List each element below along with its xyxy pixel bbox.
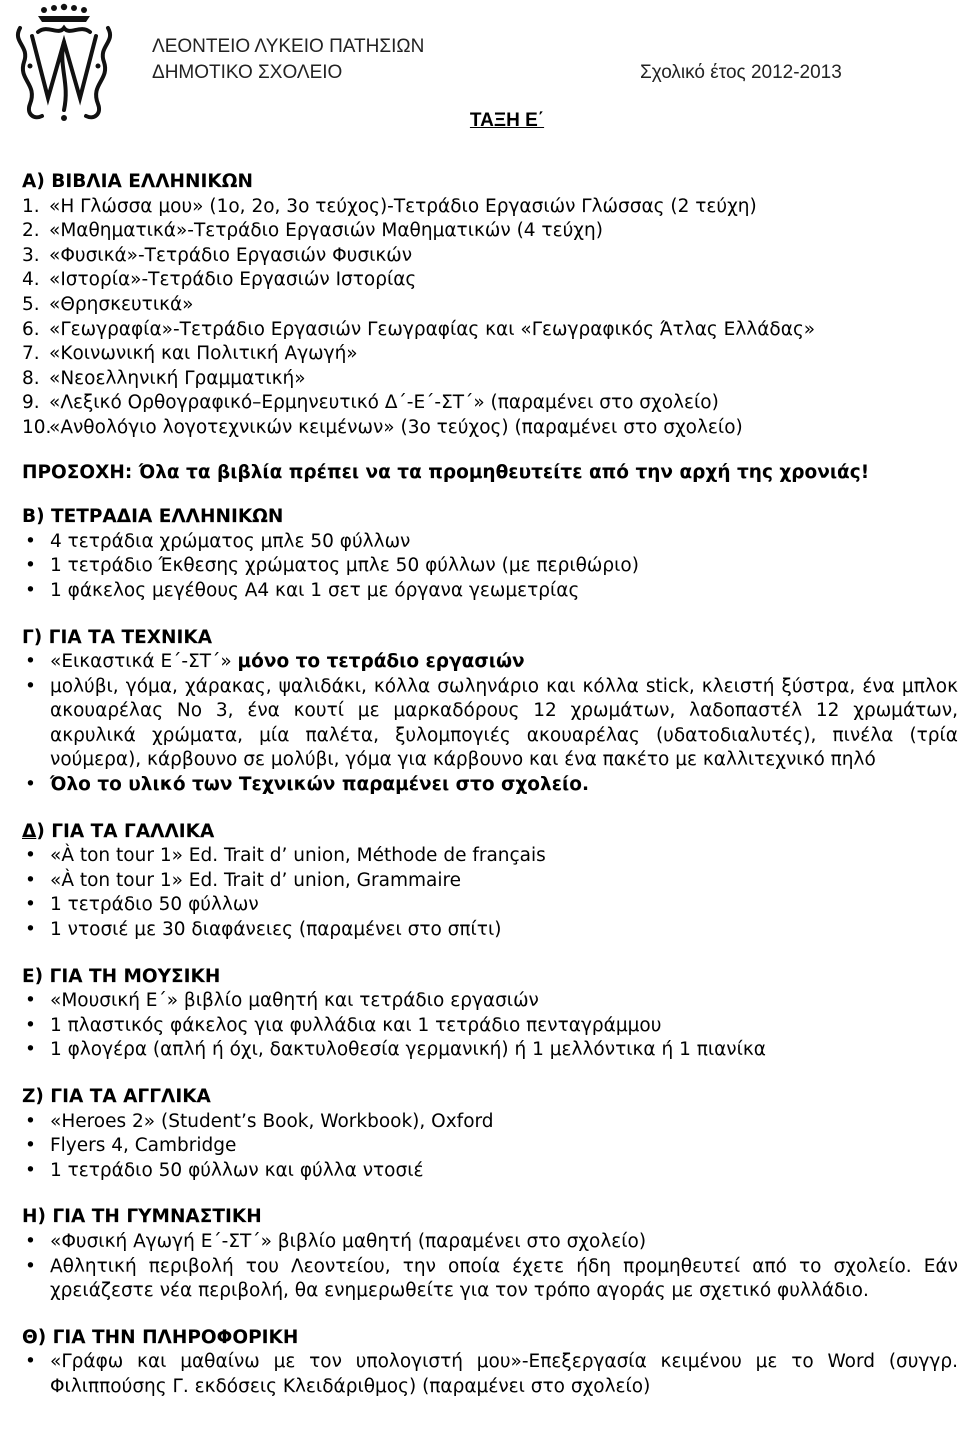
section-h-list bbox=[22, 1230, 958, 1304]
item-emphasis: Όλο το υλικό των Τεχνικών παραμένει στο σχολείο. bbox=[50, 774, 589, 796]
list-item: • «À ton tour 1» Ed. Trait d’ union, Grammaire bbox=[50, 869, 958, 894]
item-text: «Νεοελληνική Γραμματική» bbox=[49, 367, 306, 389]
item-number: 2. bbox=[22, 220, 40, 242]
item-number: 4. bbox=[22, 269, 40, 291]
books-notice: ΠΡΟΣΟΧΗ: Όλα τα βιβλία πρέπει να τα προμηθευτείτε από την αρχή της χρονιάς! bbox=[22, 461, 870, 483]
section-a-heading: Α) ΒΙΒΛΙΑ ΕΛΛΗΝΙΚΩΝ bbox=[22, 171, 253, 192]
list-item bbox=[22, 318, 958, 343]
section-b-list bbox=[22, 530, 958, 604]
heading-text: ) ΓΙΑ ΤΑ ΓΑΛΛΙΚΑ bbox=[36, 820, 215, 842]
item-number: 8. bbox=[22, 367, 40, 389]
item-number: 7. bbox=[22, 343, 40, 365]
list-item: • 4 τετράδια χρώματος μπλε 50 φύλλων bbox=[50, 530, 958, 555]
list-item bbox=[22, 416, 958, 441]
item-number: 5. bbox=[22, 293, 40, 315]
section-b-heading: Β) ΤΕΤΡΑΔΙΑ ΕΛΛΗΝΙΚΩΝ bbox=[22, 506, 284, 528]
list-item: • μολύβι, γόμα, χάρακας, ψαλιδάκι, κόλλα σωληνάριο και κόλλα stick, κλειστή ξύστρα, ένα μπλοκ ακουαρέλας Νο 3, ένα κουτί με μαρκαδόρους 12 χρωμάτων, λαδοπαστέλ 12 χρωμάτων, ακρυλικά χρώματα, μία παλέτα, ξυλομπογιές ακουαρέλας (υδατοδιαλυτές), πινέλα (τρία νούμερα), κάρβουνο σε μολύβι, γόμα για κάρβουνο και ένα πακέτο με καλλιτεχνικό πηλό bbox=[50, 675, 958, 773]
item-text: «Μαθηματικά»-Τετράδιο Εργασιών Μαθηματικών (4 τεύχη) bbox=[49, 220, 603, 242]
section-h-heading: Η) ΓΙΑ ΤΗ ΓΥΜΝΑΣΤΙΚΗ bbox=[22, 1206, 262, 1228]
item-emphasis: μόνο το τετράδιο εργασιών bbox=[237, 651, 525, 673]
list-item: • Flyers 4, Cambridge bbox=[50, 1134, 958, 1159]
list-item bbox=[22, 342, 958, 367]
item-text: «Κοινωνική και Πολιτική Αγωγή» bbox=[49, 343, 358, 365]
item-text: «Ανθολόγιο λογοτεχνικών κειμένων» (3ο τεύχος) (παραμένει στο σχολείο) bbox=[49, 416, 743, 438]
item-number: 10. bbox=[22, 416, 52, 438]
item-text: «Ιστορία»-Τετράδιο Εργασιών Ιστορίας bbox=[49, 269, 417, 291]
list-item: • «Γράφω και μαθαίνω με τον υπολογιστή μου»-Επεξεργασία κειμένου με το Word (συγγρ. Φιλιππούσης Γ. εκδόσεις Κλειδάριθμος) (παραμένει στο σχολείο) bbox=[50, 1350, 958, 1399]
list-item bbox=[50, 773, 958, 798]
list-item bbox=[22, 219, 958, 244]
section-th-list bbox=[22, 1350, 958, 1399]
list-item: • 1 τετράδιο 50 φύλλων και φύλλα ντοσιέ bbox=[50, 1159, 958, 1184]
list-item: • 1 τετράδιο 50 φύλλων bbox=[50, 893, 958, 918]
list-item: • 1 ντοσιέ με 30 διαφάνειες (παραμένει στο σπίτι) bbox=[50, 918, 958, 943]
item-number: 3. bbox=[22, 244, 40, 266]
list-item bbox=[22, 244, 958, 269]
item-text: «Φυσικά»-Τετράδιο Εργασιών Φυσικών bbox=[49, 244, 413, 266]
list-item: • 1 φλογέρα (απλή ή όχι, δακτυλοθεσία γερμανική) ή 1 μελλόντικα ή 1 πιανίκα bbox=[50, 1038, 958, 1063]
school-name: ΛΕΟΝΤΕΙΟ ΛΥΚΕΙΟ ΠΑΤΗΣΙΩΝ bbox=[152, 36, 425, 57]
list-item: • «Μουσική Ε΄» βιβλίο μαθητή και τετράδιο εργασιών bbox=[50, 989, 958, 1014]
item-text: «Λεξικό Ορθογραφικό–Ερμηνευτικό Δ΄-Ε΄-ΣΤ΄» (παραμένει στο σχολείο) bbox=[49, 392, 719, 414]
section-c-heading: Γ) ΓΙΑ ΤΑ ΤΕΧΝΙΚΑ bbox=[22, 626, 213, 648]
class-title-row bbox=[0, 110, 960, 132]
school-year: Σχολικό έτος 2012-2013 bbox=[640, 62, 842, 83]
item-text: «Θρησκευτικά» bbox=[49, 293, 194, 315]
section-z-heading: Ζ) ΓΙΑ ΤΑ ΑΓΓΛΙΚΑ bbox=[22, 1086, 211, 1107]
supply-list bbox=[22, 170, 958, 1400]
list-item bbox=[22, 391, 958, 416]
section-a-list bbox=[22, 195, 958, 441]
list-item: • 1 πλαστικός φάκελος για φυλλάδια και 1 τετράδιο πενταγράμμου bbox=[50, 1014, 958, 1039]
list-item: • 1 φάκελος μεγέθους Α4 και 1 σετ με όργανα γεωμετρίας bbox=[50, 579, 958, 604]
section-z-list bbox=[22, 1110, 958, 1184]
list-item: • 1 τετράδιο Έκθεσης χρώματος μπλε 50 φύλλων (με περιθώριο) bbox=[50, 554, 958, 579]
section-c-list bbox=[22, 650, 958, 798]
list-item: • «Φυσική Αγωγή Ε΄-ΣΤ΄» βιβλίο μαθητή (παραμένει στο σχολείο) bbox=[50, 1230, 958, 1255]
item-number: 1. bbox=[22, 195, 40, 217]
section-d-list bbox=[22, 844, 958, 942]
section-e-heading: Ε) ΓΙΑ ΤΗ ΜΟΥΣΙΚΗ bbox=[22, 965, 221, 987]
list-item: • «Heroes 2» (Student’s Book, Workbook), Oxford bbox=[50, 1110, 958, 1135]
list-item bbox=[50, 650, 958, 675]
item-text: «Η Γλώσσα μου» (1ο, 2ο, 3ο τεύχος)-Τετράδιο Εργασιών Γλώσσας (2 τεύχη) bbox=[49, 195, 757, 217]
school-monogram-logo bbox=[8, 2, 120, 126]
section-th-heading: Θ) ΓΙΑ ΤΗΝ ΠΛΗΡΟΦΟΡΙΚΗ bbox=[22, 1326, 299, 1348]
heading-letter: Δ bbox=[22, 820, 37, 842]
department-name: ΔΗΜΟΤΙΚΟ ΣΧΟΛΕΙΟ bbox=[152, 62, 343, 83]
list-item bbox=[22, 268, 958, 293]
list-item bbox=[22, 367, 958, 392]
list-item: • «À ton tour 1» Ed. Trait d’ union, Méthode de français bbox=[50, 844, 958, 869]
item-number: 9. bbox=[22, 392, 40, 414]
list-item bbox=[22, 195, 958, 220]
list-item bbox=[22, 293, 958, 318]
class-title: ΤΑΞΗ Ε΄ bbox=[469, 110, 545, 131]
item-text: «Εικαστικά Ε΄-ΣΤ΄» bbox=[50, 651, 232, 673]
list-item: • Αθλητική περιβολή του Λεοντείου, την οποία έχετε ήδη προμηθευτεί από το σχολείο. Εάν χρειάζεστε νέα περιβολή, θα ενημερωθείτε για τον τρόπο αγοράς με σχετικό φυλλάδιο. bbox=[50, 1255, 958, 1304]
section-d-heading bbox=[22, 820, 958, 845]
item-text: «Γεωγραφία»-Τετράδιο Εργασιών Γεωγραφίας και «Γεωγραφικός Άτλας Ελλάδας» bbox=[49, 318, 816, 340]
item-number: 6. bbox=[22, 318, 40, 340]
section-e-list bbox=[22, 989, 958, 1063]
